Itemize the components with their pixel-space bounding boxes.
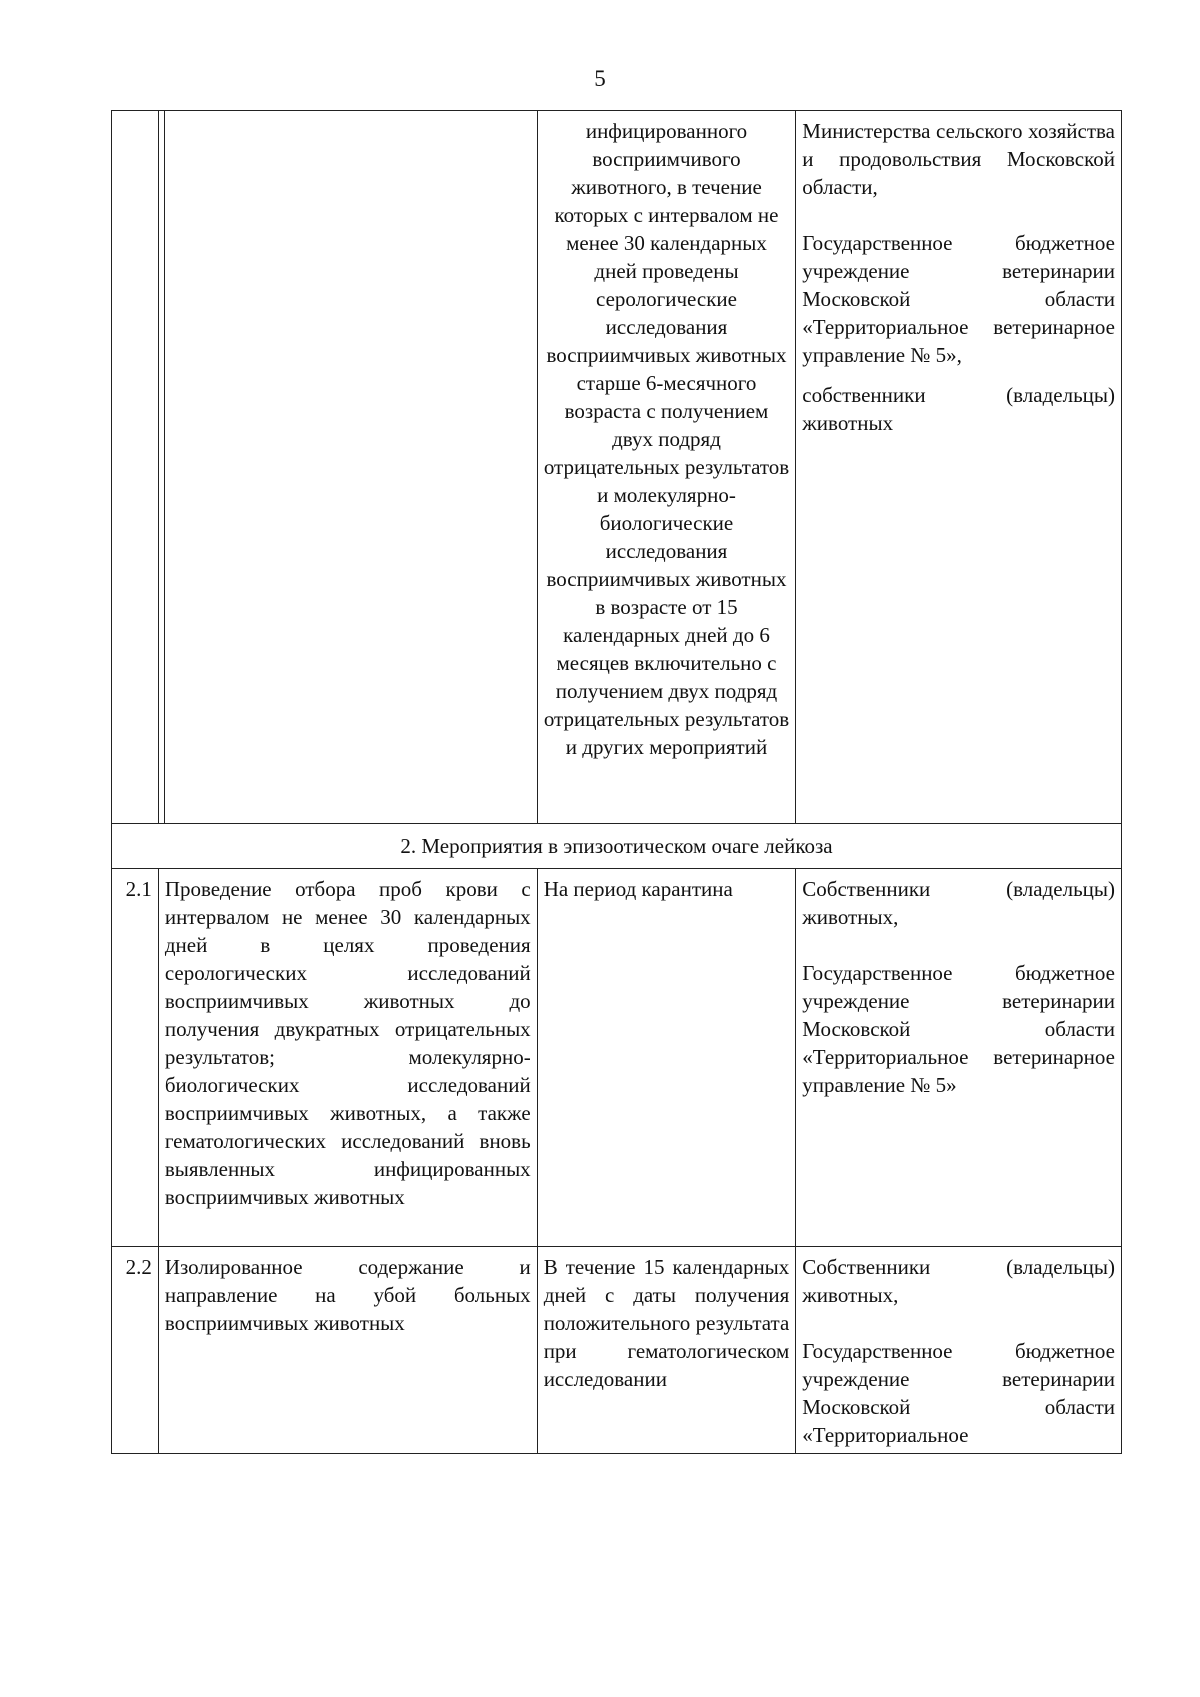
cell-action: Проведение отбора проб крови с интервалом не менее 30 календарных дней в целях проведения серологических исследований восприимчивых животных до получения двукратных отрицательных результатов; молекулярно-биологических исследований восприимчивых животных, а также гематологических исследований вновь выявленных инфицированных восприимчивых животных (158, 869, 537, 1247)
cell-responsible (796, 111, 1122, 824)
responsible-line: Собственники (владельцы) животных, (802, 877, 1115, 929)
row-number: 2.1 (112, 869, 159, 1247)
section-title: 2. Мероприятия в эпизоотическом очаге лейкоза (112, 824, 1122, 869)
responsible-line: Государственное бюджетное учреждение ветеринарии Московской области «Территориальное ветеринарное управление № 5», (802, 231, 1115, 367)
cell-responsible (796, 869, 1122, 1247)
section-heading-row (112, 824, 1122, 869)
page-number: 5 (594, 66, 606, 91)
cell-term: На период карантина (537, 869, 796, 1247)
cell-num-empty (112, 111, 159, 824)
cell-responsible (796, 1247, 1122, 1454)
responsible-line: Министерства сельского хозяйства и продовольствия Московской области, (802, 119, 1115, 199)
cell-action-empty (165, 111, 537, 824)
cell-term: В течение 15 календарных дней с даты получения положительного результата при гематологическом исследовании (537, 1247, 796, 1454)
responsible-line: Собственники (владельцы) животных, (802, 1255, 1115, 1307)
measures-table (111, 110, 1122, 1454)
responsible-line: Государственное бюджетное учреждение ветеринарии Московской области «Территориальное (802, 1339, 1115, 1447)
row-number: 2.2 (112, 1247, 159, 1454)
responsible-line: собственники (владельцы) животных (802, 383, 1115, 435)
cell-term: инфицированного восприимчивого животного, в течение которых с интервалом не менее 30 календарных дней проведены серологические исследования восприимчивых животных старше 6-месячного возраста с получением двух подряд отрицательных результатов и молекулярно-биологические исследования восприимчивых животных в возрасте от 15 календарных дней до 6 месяцев включительно с получением двух подряд отрицательных результатов и других мероприятий (537, 111, 796, 824)
table-row-continuation (112, 111, 1122, 824)
responsible-line: Государственное бюджетное учреждение ветеринарии Московской области «Территориальное ветеринарное управление № 5» (802, 961, 1115, 1097)
table-row (112, 869, 1122, 1247)
table-row (112, 1247, 1122, 1454)
cell-action: Изолированное содержание и направление на убой больных восприимчивых животных (158, 1247, 537, 1454)
